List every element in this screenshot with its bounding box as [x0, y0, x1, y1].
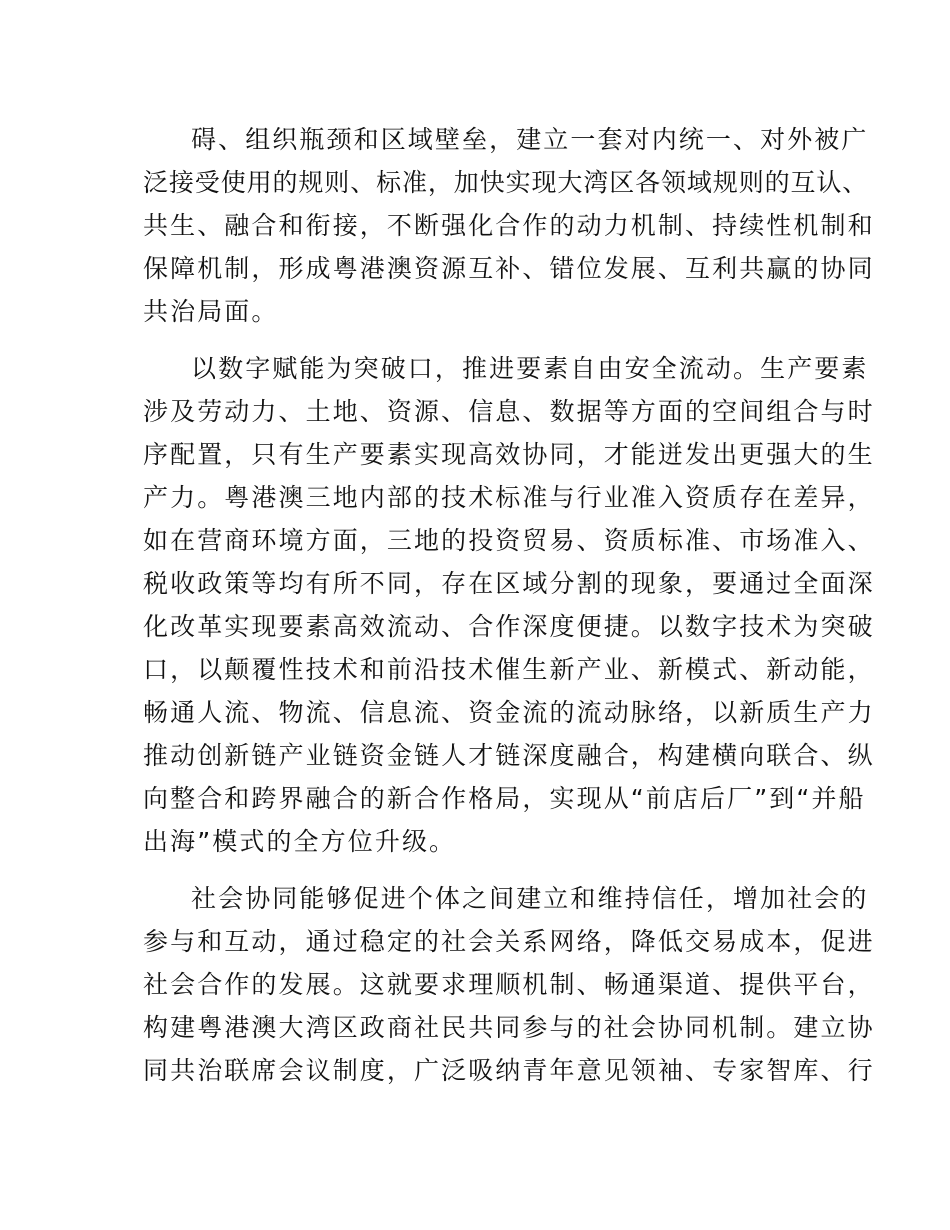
text-line: 税收政策等均有所不同，存在区域分割的现象，要通过全面深 — [143, 569, 875, 598]
document-page — [143, 118, 875, 1092]
text-line: 泛接受使用的规则、标准，加快实现大湾区各领域规则的互认、 — [143, 168, 869, 197]
text-line: 如在营商环境方面，三地的投资贸易、资质标准、市场准入、 — [143, 526, 875, 555]
text-line: 涉及劳动力、土地、资源、信息、数据等方面的空间组合与时 — [143, 397, 875, 426]
text-line: 推动创新链产业链资金链人才链深度融合，构建横向联合、纵 — [143, 741, 875, 770]
text-line: 出海”模式的全方位升级。 — [143, 827, 457, 856]
paragraph-1 — [143, 118, 875, 333]
text-line: 向整合和跨界融合的新合作格局，实现从“前店后厂”到“并船 — [143, 784, 866, 813]
text-line: 构建粤港澳大湾区政商社民共同参与的社会协同机制。建立协 — [143, 1013, 875, 1042]
paragraph-3 — [143, 877, 875, 1092]
text-line: 同共治联席会议制度，广泛吸纳青年意见领袖、专家智库、行 — [143, 1056, 875, 1085]
text-line: 社会合作的发展。这就要求理顺机制、畅通渠道、提供平台， — [143, 970, 875, 999]
text-line: 保障机制，形成粤港澳资源互补、错位发展、互利共赢的协同 — [143, 254, 875, 283]
text-line: 共治局面。 — [143, 297, 279, 326]
text-line: 以数字赋能为突破口，推进要素自由安全流动。生产要素 — [191, 354, 869, 383]
text-line: 社会协同能够促进个体之间建立和维持信任，增加社会的 — [191, 884, 869, 913]
text-line: 产力。粤港澳三地内部的技术标准与行业准入资质存在差异， — [143, 483, 875, 512]
text-line: 序配置，只有生产要素实现高效协同，才能迸发出更强大的生 — [143, 440, 875, 469]
text-line: 畅通人流、物流、信息流、资金流的流动脉络，以新质生产力 — [143, 698, 875, 727]
text-line: 化改革实现要素高效流动、合作深度便捷。以数字技术为突破 — [143, 612, 875, 641]
text-line: 碍、组织瓶颈和区域壁垒，建立一套对内统一、对外被广 — [191, 125, 869, 154]
text-line: 参与和互动，通过稳定的社会关系网络，降低交易成本，促进 — [143, 927, 875, 956]
paragraph-2 — [143, 347, 875, 863]
text-line: 口，以颠覆性技术和前沿技术催生新产业、新模式、新动能， — [143, 655, 875, 684]
text-line: 共生、融合和衔接，不断强化合作的动力机制、持续性机制和 — [143, 211, 875, 240]
